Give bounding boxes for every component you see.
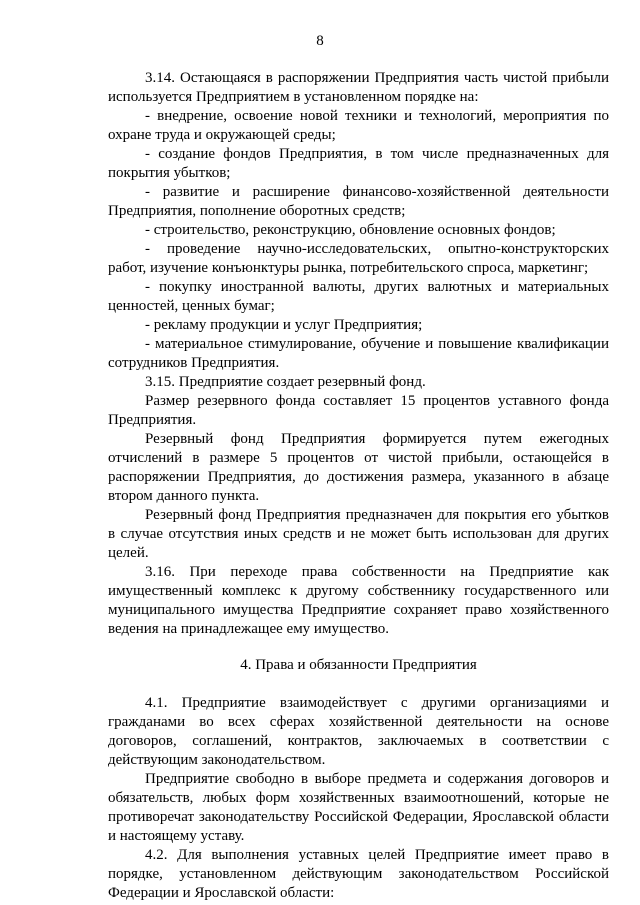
list-item: - проведение научно-исследовательских, опытно-конструкторских работ, изучение конъюнктуры рынка, потребительского спроса, маркетинг; [108,241,609,276]
list-item: - строительство, реконструкцию, обновление основных фондов; [145,222,556,238]
list-item: - рекламу продукции и услуг Предприятия; [145,317,423,333]
list-item: - покупку иностранной валюты, других валютных и материальных ценностей, ценных бумаг; [108,279,609,314]
paragraph-3-14: 3.14. Остающаяся в распоряжении Предприятия часть чистой прибыли используется Предприятием в установленном порядке на: [108,70,609,105]
document-body [108,69,609,903]
paragraph-4-2: 4.2. Для выполнения уставных целей Предприятие имеет право в порядке, установленном действующим законодательством Российской Федерации и Ярославской области: [108,847,609,901]
paragraph: Резервный фонд Предприятия формируется путем ежегодных отчислений в размере 5 процентов от чистой прибыли, остающейся в распоряжении Предприятия, до достижения размера, указанного в абзаце втором данного пункта. [108,431,609,504]
paragraph-3-15: 3.15. Предприятие создает резервный фонд. [145,374,426,390]
paragraph: Размер резервного фонда составляет 15 процентов уставного фонда Предприятия. [108,393,609,428]
section-heading: 4. Права и обязанности Предприятия [240,657,477,673]
paragraph: Резервный фонд Предприятия предназначен для покрытия его убытков в случае отсутствия иных средств и не может быть использован для других целей. [108,507,609,561]
list-item: - внедрение, освоение новой техники и технологий, мероприятия по охране труда и окружающей среды; [108,108,609,143]
list-item: - создание фондов Предприятия, в том числе предназначенных для покрытия убытков; [108,146,609,181]
paragraph-4-1: 4.1. Предприятие взаимодействует с другими организациями и гражданами во всех сферах хозяйственной деятельности на основе договоров, соглашений, контрактов, заключаемых в соответствии с действующим законодательством. [108,695,609,768]
list-item: - развитие и расширение финансово-хозяйственной деятельности Предприятия, пополнение оборотных средств; [108,184,609,219]
paragraph-3-16: 3.16. При переходе права собственности на Предприятие как имущественный комплекс к другому собственнику государственного или муниципального имущества Предприятие сохраняет право хозяйственного ведения на принадлежащее ему имущество. [108,564,609,637]
list-item: - материальное стимулирование, обучение и повышение квалификации сотрудников Предприятия. [108,336,609,371]
paragraph: Предприятие свободно в выборе предмета и содержания договоров и обязательств, любых форм хозяйственных взаимоотношений, которые не противоречат законодательству Российской Федерации, Ярославской области и настоящему уставу. [108,771,609,844]
page-number: 8 [316,33,324,49]
